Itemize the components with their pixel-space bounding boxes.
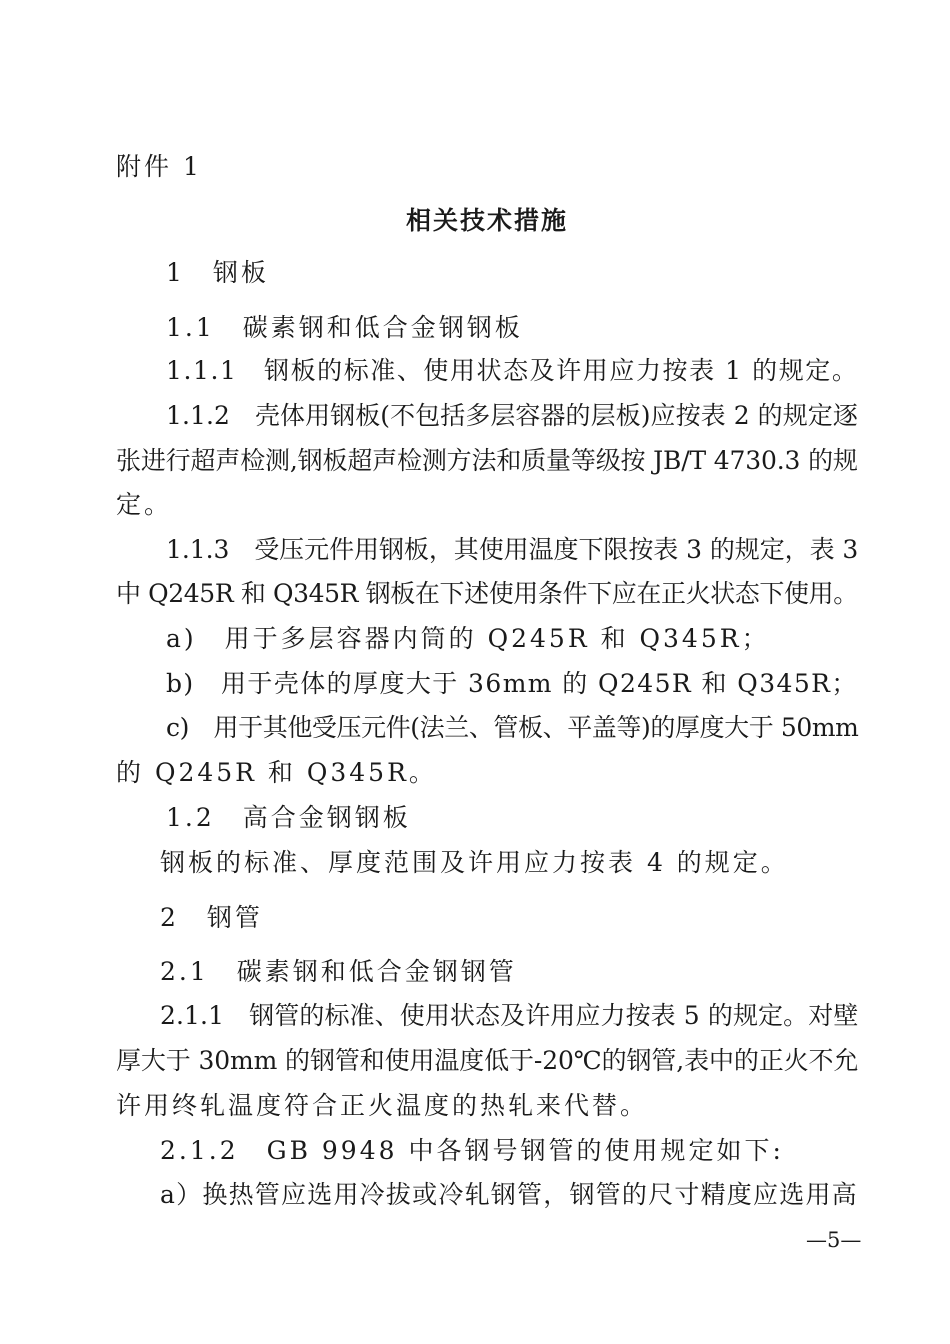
list-item-a: a) 用于多层容器内筒的 Q245R 和 Q345R； — [166, 624, 770, 653]
section-heading-1: 1 钢板 — [166, 258, 269, 287]
paragraph-1-1-1: 1.1.1 钢板的标准、使用状态及许用应力按表 1 的规定。 — [166, 356, 859, 385]
section-heading-2-1: 2.1 碳素钢和低合金钢钢管 — [160, 957, 517, 986]
section-heading-1-1: 1.1 碳素钢和低合金钢钢板 — [166, 313, 523, 342]
paragraph-2-1-1-line-1: 2.1.1 钢管的标准、使用状态及许用应力按表 5 的规定。对壁 — [160, 1001, 859, 1030]
paragraph-1-1-2-line-3: 定。 — [116, 490, 173, 519]
paragraph-1-1-3-line-2: 中 Q245R 和 Q345R 钢板在下述使用条件下应在正火状态下使用。 — [116, 579, 858, 608]
paragraph-1-2: 钢板的标准、厚度范围及许用应力按表 4 的规定。 — [160, 848, 789, 877]
list-item-c-line-1: c) 用于其他受压元件(法兰、管板、平盖等)的厚度大于 50mm — [166, 713, 859, 742]
attachment-label: 附件 1 — [116, 152, 202, 181]
paragraph-2-1-2: 2.1.2 GB 9948 中各钢号钢管的使用规定如下: — [160, 1136, 784, 1165]
paragraph-1-1-2-line-1: 1.1.2 壳体用钢板(不包括多层容器的层板)应按表 2 的规定逐 — [166, 401, 858, 430]
page-number: —5— — [806, 1228, 862, 1252]
page-title: 相关技术措施 — [405, 206, 568, 235]
paragraph-2-1-1-line-2: 厚大于 30mm 的钢管和使用温度低于-20℃的钢管,表中的正火不允 — [116, 1046, 859, 1075]
list-item-b: b) 用于壳体的厚度大于 36mm 的 Q245R 和 Q345R； — [166, 669, 858, 698]
paragraph-1-1-3-line-1: 1.1.3 受压元件用钢板，其使用温度下限按表 3 的规定，表 3 — [166, 535, 859, 564]
section-heading-1-2: 1.2 高合金钢钢板 — [166, 803, 411, 832]
list-item-c-line-2: 的 Q245R 和 Q345R。 — [116, 758, 437, 787]
paragraph-1-1-2-line-2: 张进行超声检测,钢板超声检测方法和质量等级按 JB/T 4730.3 的规 — [116, 446, 858, 475]
list-item-2-1-2-a: a）换热管应选用冷拔或冷轧钢管，钢管的尺寸精度应选用高 — [160, 1180, 858, 1209]
section-heading-2: 2 钢管 — [160, 903, 263, 932]
paragraph-2-1-1-line-3: 许用终轧温度符合正火温度的热轧来代替。 — [116, 1091, 649, 1120]
